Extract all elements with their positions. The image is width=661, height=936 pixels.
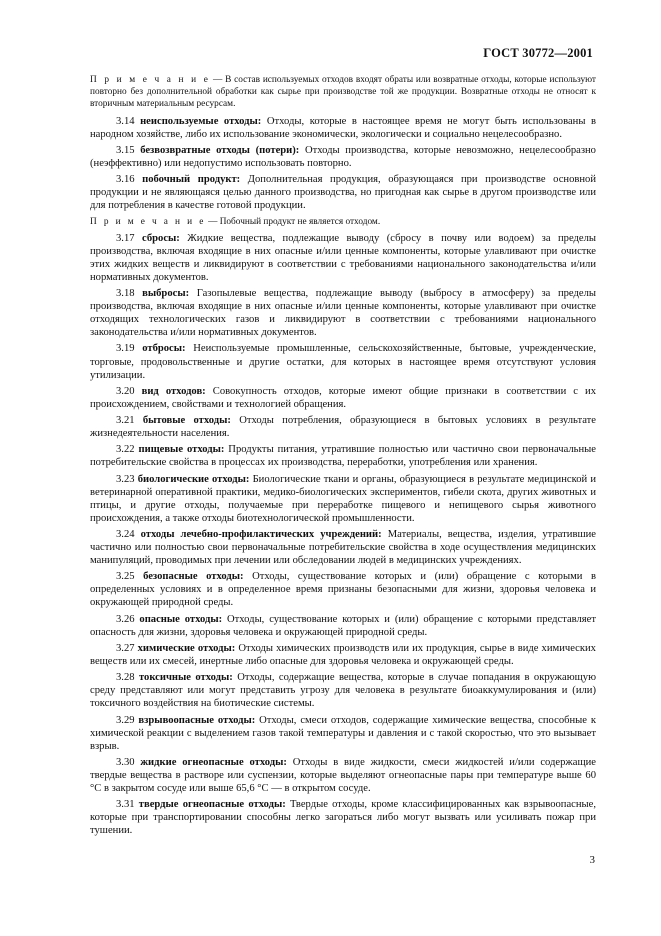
entry-number: 3.23 xyxy=(116,473,135,485)
entry-number: 3.19 xyxy=(116,343,135,355)
definition-entry xyxy=(90,144,596,170)
entry-text: Газопылевые вещества, подлежащие выводу (выбросу в атмосферу) за пределы производства, включая входящие в них опасные и/или ценные компоненты, которые улавливают при очистке отходящих технологических газов и ликвидируют в соответствии с требованиями национального законодательства и/или нормативных документов. xyxy=(90,288,596,339)
entry-text: Отходы, существование которых и (или) обращение с которыми представляет опасность для жизни, здоровья человека и окружающей природной среды. xyxy=(90,613,597,638)
entry-term: твердые огнеопасные отходы: xyxy=(138,799,286,811)
entry-number: 3.29 xyxy=(116,714,135,726)
document-body xyxy=(90,74,596,841)
definition-entry xyxy=(90,173,596,212)
entry-term: сбросы: xyxy=(142,232,180,244)
definition-entry xyxy=(90,671,596,710)
definition-entry xyxy=(90,342,596,381)
entry-text: Отходы химических производств или их продукция, сырье в виде химических веществ или их смесей, инертные либо опасные для здоровья человека и окружающей среды. xyxy=(90,642,596,667)
definition-entry xyxy=(90,473,596,525)
entry-text: Жидкие вещества, подлежащие выводу (сбросу в почву или водоем) за пределы производства, включая входящие в них опасные и/или ценные компоненты, которые улавливают при очистке этих жидких веществ и ликвидируют в соответствии с требованиями национального законодательства и/или нормативных документов. xyxy=(90,232,596,283)
entry-number: 3.25 xyxy=(116,571,135,583)
entry-term: неиспользуемые отходы: xyxy=(140,115,262,127)
entry-number: 3.15 xyxy=(116,144,135,156)
entry-text: Отходы, которые в настоящее время не могут быть использованы в народном хозяйстве, либо их использование экономически, экологически и социально нецелесообразно. xyxy=(90,115,596,140)
entry-number: 3.30 xyxy=(116,756,135,768)
entry-number: 3.27 xyxy=(116,642,135,654)
entry-term: взрывоопасные отходы: xyxy=(138,714,256,726)
definition-entry xyxy=(90,756,596,795)
entry-text: Совокупность отходов, которые имеют общие признаки в соответствии с их происхождением, свойствами и технологией обращения. xyxy=(90,385,597,410)
entry-term: побочный продукт: xyxy=(142,174,241,186)
definition-entry xyxy=(90,414,596,440)
document-header: ГОСТ 30772—2001 xyxy=(483,46,593,60)
entry-number: 3.21 xyxy=(116,415,135,427)
definition-entry xyxy=(90,613,596,639)
note-text: — Побочный продукт не является отходом. xyxy=(205,216,381,227)
definition-entry xyxy=(90,714,596,753)
entry-text: Неиспользуемые промышленные, сельскохозяйственные, бытовые, учрежденческие, торговые, продовольственные и другие остатки, для которых в настоящее время отсутствуют условия утилизации. xyxy=(90,343,596,381)
entry-term: биологические отходы: xyxy=(137,473,250,485)
entry-number: 3.20 xyxy=(116,385,135,397)
entry-text: Дополнительная продукция, образующаяся при производстве основной продукции и не являющаяся целью данного производства, но пригодная как сырье в другом производстве или для потребления в качестве готовой продукции. xyxy=(90,174,597,212)
entry-text: Отходы потребления, образующиеся в бытовых условиях в результате жизнедеятельности населения. xyxy=(90,415,596,440)
entry-number: 3.26 xyxy=(116,613,135,625)
entry-text: Материалы, вещества, изделия, утратившие частично или полностью свои первоначальные потребительские свойства в ходе осуществления медицинских манипуляций, проводимых при лечении или обследовании людей в медицинских учреждениях. xyxy=(90,529,596,567)
definition-entry xyxy=(90,642,596,668)
entry-number: 3.14 xyxy=(116,115,135,127)
note-text: — В состав используемых отходов входят обраты или возвратные отходы, которые используют повторно без дополнительной обработки как сырье при производстве той же продукции. Возвратные отходы не относят к вторичным материальным ресурсам. xyxy=(90,75,596,110)
note-label: П р и м е ч а н и е xyxy=(90,216,206,227)
definition-entry xyxy=(90,385,596,411)
definition-entry xyxy=(90,528,596,567)
entry-number: 3.17 xyxy=(116,232,135,244)
entry-term: химические отходы: xyxy=(137,642,236,654)
entry-text: Отходы, содержащие вещества, которые в случае попадания в окружающую среду представляют или могут представить угрозу для человека в результате биоаккумулирования и (или) токсичного воздействия на биотические системы. xyxy=(90,672,596,710)
note-paragraph xyxy=(90,74,596,111)
entry-text: Отходы в виде жидкости, смеси жидкостей и/или содержащие твердые вещества в растворе или суспензии, которые выделяют огнеопасные пары при температуре выше 60 °С в закрытом сосуде или выше 65,6 °С — в открытом сосуде. xyxy=(90,756,596,794)
entry-term: токсичные отходы: xyxy=(138,672,233,684)
entry-text: Отходы, смеси отходов, содержащие химические вещества, способные к химической реакции с выделением газов такой температуры и давления и с такой скоростью, что это вызывает взрыв. xyxy=(90,714,597,752)
definition-entry xyxy=(90,232,596,284)
note-label: П р и м е ч а н и е xyxy=(90,75,211,85)
entry-term: опасные отходы: xyxy=(139,613,223,625)
entry-text: Биологические ткани и органы, образующиеся в результате медицинской и ветеринарной оперативной практики, медико-биологических экспериментов, гибели скота, других животных и птицы, и другие отходы, получаемые при переработке пищевого и непищевого сырья животного происхождения, а также отходы биотехнологической промышленности. xyxy=(90,473,596,524)
definition-entry xyxy=(90,798,596,837)
entry-term: пищевые отходы: xyxy=(138,444,225,456)
note-paragraph xyxy=(90,216,596,228)
definition-entry xyxy=(90,570,596,609)
definition-entry xyxy=(90,443,596,469)
entry-term: жидкие огнеопасные отходы: xyxy=(140,756,287,768)
entry-term: безвозвратные отходы (потери): xyxy=(140,144,300,156)
entry-term: отбросы: xyxy=(142,343,186,355)
entry-term: отходы лечебно-профилактических учреждений: xyxy=(140,529,382,540)
entry-text: Продукты питания, утратившие полностью или частично свои первоначальные потребительские свойства в процессах их производства, переработки, употребления или хранения. xyxy=(90,444,596,469)
entry-term: вид отходов: xyxy=(141,385,206,397)
entry-text: Отходы, существование которых и (или) обращение с которыми в определенных условиях и в определенное время признаны безопасными для жизни, здоровья человека и окружающей природной среды. xyxy=(90,571,596,609)
entry-number: 3.28 xyxy=(116,672,135,684)
entry-number: 3.22 xyxy=(116,444,135,456)
definition-entry xyxy=(90,115,596,141)
page-number: 3 xyxy=(589,854,595,866)
definition-entry xyxy=(90,287,596,339)
entry-text: Отходы производства, которые невозможно, нецелесообразно (неэффективно) или недопустимо использовать повторно. xyxy=(90,144,596,169)
entry-number: 3.16 xyxy=(116,174,135,186)
entry-term: выбросы: xyxy=(142,288,190,300)
entry-term: бытовые отходы: xyxy=(142,415,231,427)
entry-text: Твердые отходы, кроме классифицированных как взрывоопасные, которые при транспортировании способны легко загораться либо могут вызвать или усиливать пожар при тушении. xyxy=(90,799,596,837)
entry-term: безопасные отходы: xyxy=(143,571,244,583)
entry-number: 3.18 xyxy=(116,288,135,300)
entry-number: 3.31 xyxy=(116,799,135,811)
entry-number: 3.24 xyxy=(116,529,135,540)
